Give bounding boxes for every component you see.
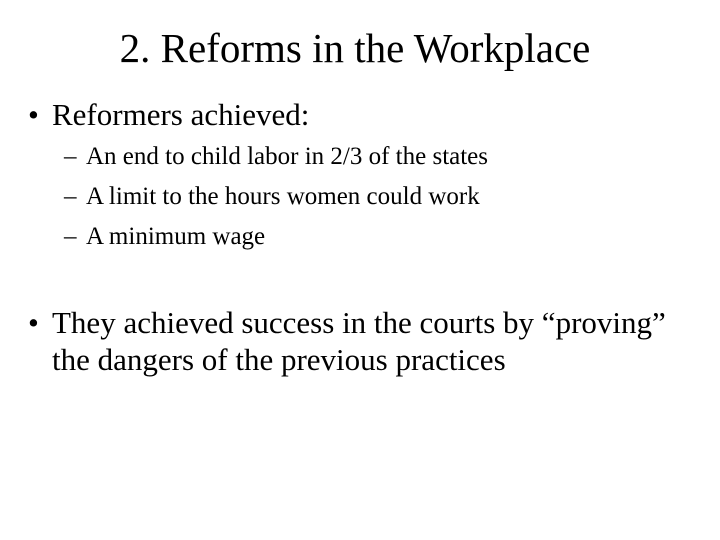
bullet-text: Reformers achieved: (52, 97, 310, 132)
sub-bullet-item (64, 182, 480, 212)
sub-bullet-marker: – (64, 223, 77, 250)
slide-title: 2. Reforms in the Workplace (119, 25, 591, 71)
bullet-item (28, 304, 708, 378)
sub-bullet-marker: – (64, 143, 77, 170)
bullet-marker: • (28, 97, 39, 132)
bullet-text: They achieved success in the courts by “proving” the dangers of the previous practices (52, 305, 666, 377)
sub-bullet-marker: – (64, 183, 77, 210)
sub-bullet-item (64, 142, 488, 172)
sub-bullet-text: A minimum wage (86, 223, 266, 250)
sub-bullet-text: A limit to the hours women could work (86, 183, 480, 210)
bullet-item (28, 96, 688, 133)
bullet-marker: • (28, 305, 39, 340)
sub-bullet-text: An end to child labor in 2/3 of the states (86, 143, 489, 170)
sub-bullet-item (64, 222, 265, 252)
